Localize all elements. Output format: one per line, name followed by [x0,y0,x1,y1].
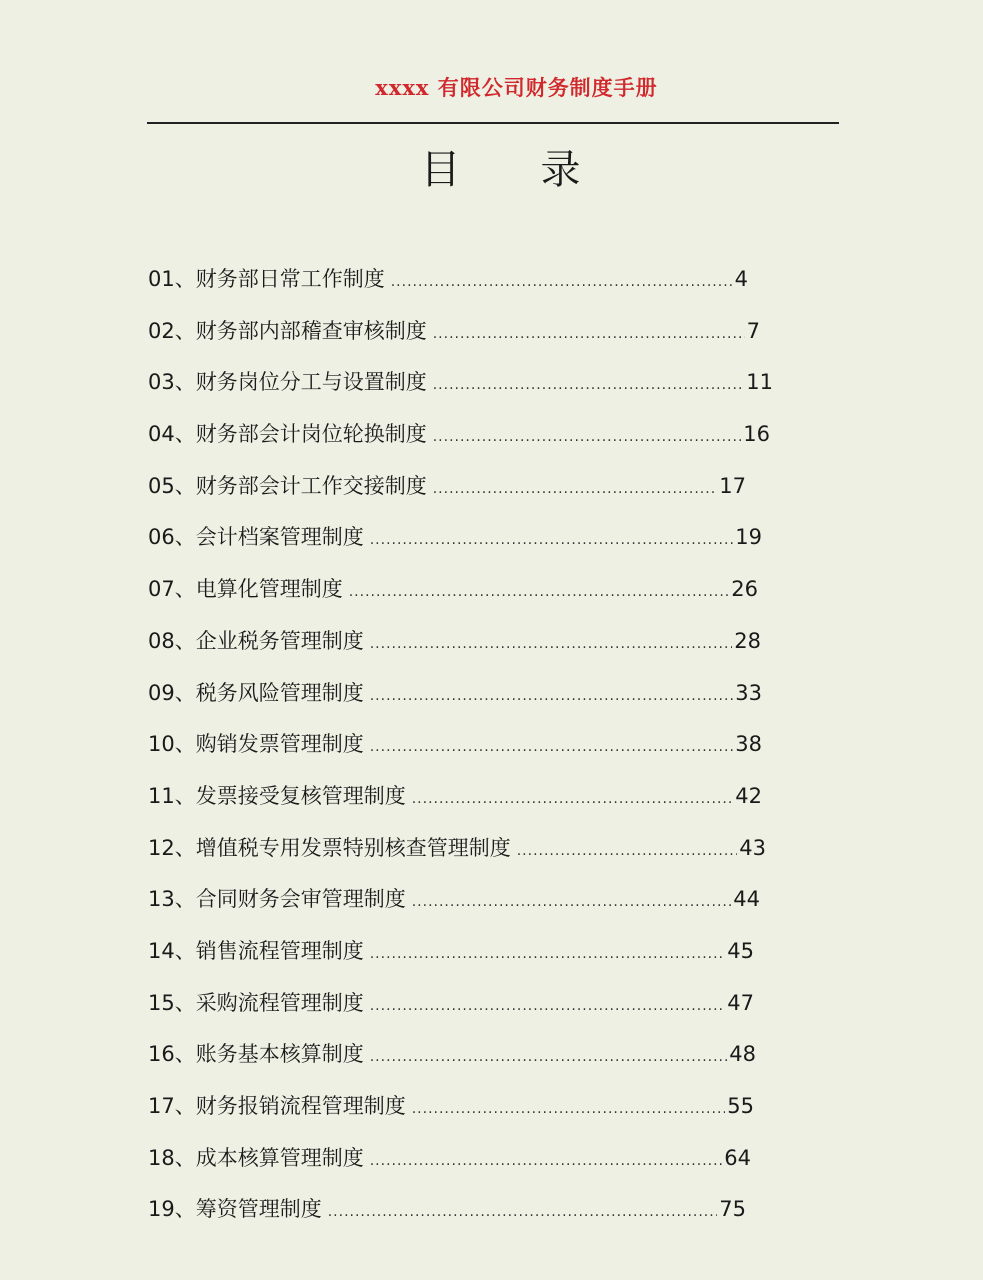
toc-entry-number: 17、 [148,1094,196,1118]
toc-entry-page: 38 [735,732,762,757]
toc-entry-number: 16、 [148,1042,196,1067]
toc-entry-label: 财务报销流程管理制度 [195,1094,406,1118]
toc-title-first: 目 [420,147,461,193]
toc-entry-number: 19、 [148,1197,196,1222]
toc-entry-label: 税务风险管理制度 [195,680,364,705]
dot-leader [370,688,734,704]
toc-entry-label: 购销发票管理制度 [195,732,364,757]
toc-entry-label: 会计档案管理制度 [195,525,364,550]
toc-entry[interactable] [148,625,761,677]
toc-entry-page: 16 [743,422,770,447]
toc-entry-number: 10、 [148,732,196,757]
toc-entry-page: 11 [746,370,773,395]
toc-entry[interactable] [148,935,754,987]
toc-entry[interactable] [148,470,746,522]
toc-entry-number: 18、 [148,1145,196,1170]
toc-entry-number: 14、 [148,938,196,963]
toc-entry[interactable] [148,987,754,1039]
toc-entry-label: 账务基本核算制度 [195,1042,364,1067]
toc-entry[interactable] [148,366,773,418]
toc-entry-page: 48 [729,1042,756,1067]
toc-entry[interactable] [148,677,762,729]
toc-title-second: 录 [540,147,581,193]
toc-entry[interactable] [148,883,760,935]
dot-leader [433,429,742,445]
toc-entry-label: 财务部会计工作交接制度 [195,473,427,498]
toc-entry[interactable] [148,315,760,367]
toc-entry-page: 64 [724,1145,751,1170]
toc-entry-number: 06、 [148,525,196,550]
dot-leader [370,739,734,755]
toc-entry-label: 增值税专用发票特别核查管理制度 [195,835,511,860]
toc-entry[interactable] [148,780,762,832]
toc-entry-label: 财务部会计岗位轮换制度 [195,422,427,447]
toc-entry-page: 43 [739,835,766,860]
toc-entry-page: 47 [727,990,754,1015]
toc-entry-number: 05、 [148,473,196,498]
table-of-contents [148,263,778,1245]
document-header: xxxx 有限公司财务制度手册 [375,75,658,100]
toc-entry-label: 销售流程管理制度 [195,938,364,963]
toc-entry-page: 45 [727,938,754,963]
toc-entry-number: 13、 [148,887,196,912]
toc-entry-label: 成本核算管理制度 [195,1145,364,1170]
toc-entry-number: 09、 [148,680,196,705]
toc-entry[interactable] [148,728,762,780]
dot-leader [517,843,738,859]
toc-entry-label: 财务部内部稽查审核制度 [195,318,427,343]
toc-entry-number: 04、 [148,422,196,447]
toc-entry-label: 筹资管理制度 [195,1197,322,1222]
header-rule [147,122,839,124]
toc-entry[interactable] [148,1193,746,1245]
toc-entry-number: 01、 [148,267,196,291]
toc-title [0,138,983,195]
dot-leader [433,377,745,393]
toc-entry[interactable] [148,573,758,625]
toc-entry[interactable] [148,521,762,573]
dot-leader [328,1204,718,1220]
toc-entry-number: 08、 [148,628,196,653]
toc-entry-label: 电算化管理制度 [195,577,343,602]
dot-leader [370,532,734,548]
toc-entry-label: 财务部日常工作制度 [195,267,385,291]
toc-entry-number: 15、 [148,990,196,1015]
toc-entry-page: 33 [735,680,762,705]
toc-entry-label: 财务岗位分工与设置制度 [195,370,427,395]
toc-entry-page: 44 [733,887,760,912]
dot-leader [391,274,733,290]
dot-leader [370,1153,723,1169]
dot-leader [412,1101,726,1117]
toc-entry-page: 26 [731,577,758,602]
dot-leader [370,636,733,652]
toc-entry-page: 7 [746,318,760,343]
toc-entry[interactable] [148,263,748,315]
toc-entry-page: 75 [719,1197,746,1222]
toc-entry[interactable] [148,832,766,884]
toc-entry-number: 03、 [148,370,196,395]
dot-leader [412,894,732,910]
toc-entry[interactable] [148,418,770,470]
toc-entry-page: 55 [727,1094,754,1118]
toc-entry[interactable] [148,1142,751,1194]
dot-leader [370,998,726,1014]
dot-leader [412,791,734,807]
dot-leader [349,584,730,600]
toc-entry-number: 11、 [148,783,196,808]
toc-entry-page: 17 [719,473,746,498]
dot-leader [433,326,745,342]
toc-entry-number: 12、 [148,835,196,860]
toc-entry[interactable] [148,1090,754,1142]
dot-leader [370,1049,728,1065]
toc-entry-label: 发票接受复核管理制度 [195,783,406,808]
toc-entry-number: 02、 [148,318,196,343]
toc-entry-page: 4 [734,267,748,291]
dot-leader [370,946,726,962]
toc-entry[interactable] [148,1038,756,1090]
toc-entry-number: 07、 [148,577,196,602]
toc-entry-page: 42 [735,783,762,808]
toc-entry-label: 合同财务会审管理制度 [195,887,406,912]
dot-leader [433,481,718,497]
toc-entry-page: 19 [735,525,762,550]
toc-entry-label: 企业税务管理制度 [195,628,364,653]
toc-entry-page: 28 [734,628,761,653]
toc-entry-label: 采购流程管理制度 [195,990,364,1015]
